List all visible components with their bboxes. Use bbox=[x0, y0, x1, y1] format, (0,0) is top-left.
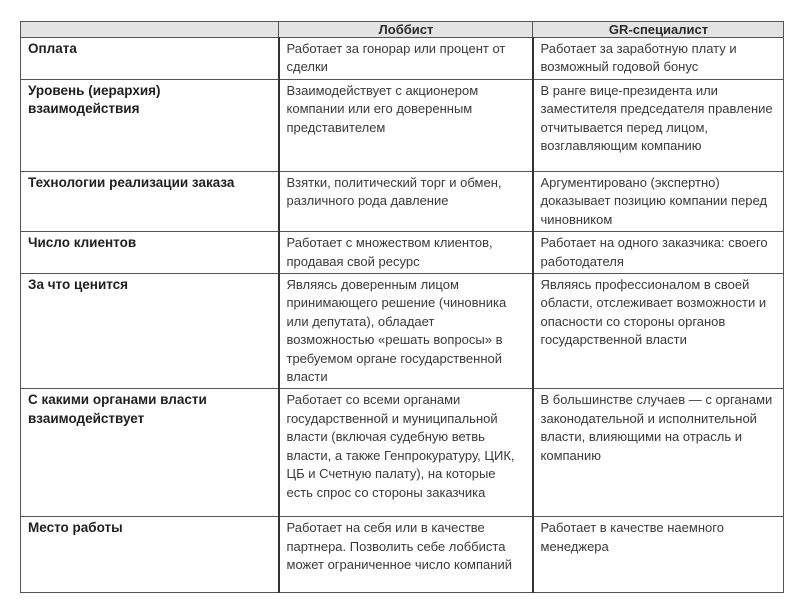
lobbyist-cell: Взятки, политический торг и обмен, различного рода давление bbox=[279, 172, 533, 232]
gr-cell: Работает за заработную плату и возможный годовой бонус bbox=[533, 38, 784, 80]
table-row bbox=[21, 274, 784, 389]
lobbyist-cell: Работает за гонорар или процент от сделки bbox=[279, 38, 533, 80]
comparison-table-container bbox=[20, 21, 783, 593]
row-label: С какими органами власти взаимодействует bbox=[21, 389, 279, 517]
lobbyist-cell: Взаимодействует с акционером компании или его доверенным представителем bbox=[279, 80, 533, 172]
table-row bbox=[21, 38, 784, 80]
table-row bbox=[21, 389, 784, 517]
table-row bbox=[21, 232, 784, 274]
lobbyist-cell: Работает со всеми органами государственной и муниципальной власти (включая судебную ветвь власти, а также Генпрокуратуру, ЦИК, ЦБ и Счетную палату), на которые есть спрос со стороны заказчика bbox=[279, 389, 533, 517]
header-row bbox=[21, 22, 784, 38]
lobbyist-cell: Работает с множеством клиентов, продавая свой ресурс bbox=[279, 232, 533, 274]
gr-cell: Аргументировано (экспертно) доказывает позицию компании перед чиновником bbox=[533, 172, 784, 232]
lobbyist-cell: Работает на себя или в качестве партнера. Позволить себе лоббиста может ограниченное число компаний bbox=[279, 517, 533, 593]
comparison-table bbox=[20, 21, 784, 593]
header-blank-cell bbox=[21, 22, 279, 38]
row-label: Уровень (иерархия) взаимодействия bbox=[21, 80, 279, 172]
table-row bbox=[21, 80, 784, 172]
gr-cell: Являясь профессионалом в своей области, отслеживает возможности и опасности со стороны органов государственной власти bbox=[533, 274, 784, 389]
table-row bbox=[21, 517, 784, 593]
header-gr-specialist: GR-специалист bbox=[533, 22, 784, 38]
gr-cell: В ранге вице-президента или заместителя председателя правление отчитывается перед лицом, возглавляющим компанию bbox=[533, 80, 784, 172]
row-label: Технологии реализации заказа bbox=[21, 172, 279, 232]
row-label: Место работы bbox=[21, 517, 279, 593]
row-label: За что ценится bbox=[21, 274, 279, 389]
gr-cell: В большинстве случаев — с органами законодательной и исполнительной власти, влияющими на отрасль и компанию bbox=[533, 389, 784, 517]
row-label: Оплата bbox=[21, 38, 279, 80]
table-row bbox=[21, 172, 784, 232]
row-label: Число клиентов bbox=[21, 232, 279, 274]
header-lobbyist: Лоббист bbox=[279, 22, 533, 38]
gr-cell: Работает на одного заказчика: своего работодателя bbox=[533, 232, 784, 274]
lobbyist-cell: Являясь доверенным лицом принимающего решение (чиновника или депутата), обладает возможностью «решать вопросы» в требуемом органе государственной власти bbox=[279, 274, 533, 389]
gr-cell: Работает в качестве наемного менеджера bbox=[533, 517, 784, 593]
